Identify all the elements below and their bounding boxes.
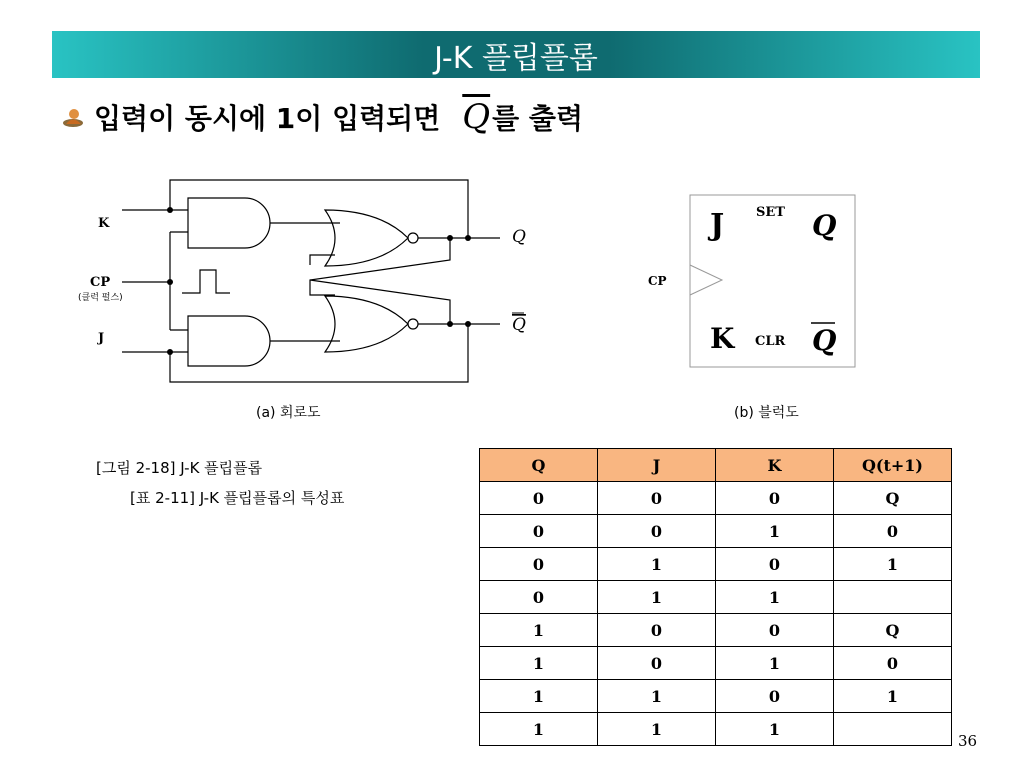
table-cell: [834, 581, 952, 614]
header-k: K: [716, 449, 834, 482]
table-cell: 1: [480, 713, 598, 746]
table-row: [480, 515, 952, 548]
nor-gate-bottom: [325, 296, 408, 352]
table-cell: 1: [716, 713, 834, 746]
table-cell: 1: [716, 515, 834, 548]
truth-table: [479, 448, 952, 746]
table-row: [480, 581, 952, 614]
header-q: Q: [480, 449, 598, 482]
and-gate-bottom: [188, 316, 270, 366]
table-cell: 1: [598, 713, 716, 746]
block-label-qbar: Q: [812, 324, 837, 357]
circuit-label-k: K: [98, 216, 110, 231]
table-caption: [표 2-11] J-K 플립플롭의 특성표: [130, 489, 345, 507]
caption-circuit: (a) 회로도: [256, 405, 321, 421]
block-label-cp: CP: [648, 274, 667, 288]
circuit-label-cp-sub: (클럭 펄스): [78, 293, 123, 303]
and-gate-top: [188, 198, 270, 248]
table-cell: 0: [480, 515, 598, 548]
circuit-label-j: J: [98, 331, 105, 346]
table-cell: 1: [834, 548, 952, 581]
table-cell: 1: [480, 647, 598, 680]
clock-pulse-icon: [182, 270, 230, 293]
table-cell: 0: [598, 515, 716, 548]
person-bullet-icon: [62, 106, 84, 128]
block-label-clr: CLR: [755, 334, 786, 349]
bullet-q-bar: $\overline{Q}$: [462, 97, 491, 137]
table-row: [480, 647, 952, 680]
slide-title: J-K 플립플롭: [434, 40, 598, 76]
table-cell: 0: [716, 482, 834, 515]
table-cell: 0: [598, 647, 716, 680]
caption-block: (b) 블럭도: [734, 405, 799, 421]
block-label-q: Q: [812, 209, 837, 242]
block-label-j: J: [710, 208, 725, 243]
bullet-line: [62, 92, 583, 142]
truth-table-header-row: [480, 449, 952, 482]
figure-caption: [그림 2-18] J-K 플립플롭: [96, 459, 263, 477]
table-row: [480, 482, 952, 515]
feedback-wire-bottom: [170, 325, 468, 382]
table-cell: Q: [834, 614, 952, 647]
table-cell: 1: [834, 680, 952, 713]
cross-wire-2: [310, 280, 450, 324]
table-cell: 0: [480, 548, 598, 581]
table-cell: 1: [480, 680, 598, 713]
table-row: [480, 548, 952, 581]
title-bar: [52, 31, 980, 78]
table-cell: 1: [716, 647, 834, 680]
circuit-label-qbar: Q: [512, 315, 526, 335]
block-label-set: SET: [756, 205, 785, 220]
table-cell: Q: [834, 482, 952, 515]
clock-triangle-icon: [690, 265, 722, 295]
table-cell: 1: [598, 680, 716, 713]
table-cell: [834, 713, 952, 746]
table-cell: 0: [716, 614, 834, 647]
bullet-text: 입력이 동시에 1이 입력되면: [94, 102, 441, 135]
table-cell: 1: [598, 581, 716, 614]
table-cell: 0: [834, 647, 952, 680]
jk-circuit-diagram: [60, 170, 560, 395]
table-cell: 0: [598, 482, 716, 515]
table-cell: 1: [480, 614, 598, 647]
feedback-wire-top: [170, 180, 468, 238]
circuit-label-q: Q: [512, 227, 526, 247]
circuit-label-cp: CP: [90, 275, 111, 290]
table-row: [480, 614, 952, 647]
header-qnext: Q(t+1): [834, 449, 952, 482]
table-cell: 0: [480, 581, 598, 614]
table-row: [480, 680, 952, 713]
table-cell: 0: [716, 548, 834, 581]
table-cell: 0: [716, 680, 834, 713]
block-label-k: K: [710, 322, 735, 355]
nor-bottom-bubble: [408, 319, 418, 329]
table-cell: 0: [598, 614, 716, 647]
table-cell: 0: [834, 515, 952, 548]
table-row: [480, 713, 952, 746]
header-j: J: [598, 449, 716, 482]
table-cell: 0: [480, 482, 598, 515]
page-number: 36: [958, 732, 978, 750]
nor-top-bubble: [408, 233, 418, 243]
bullet-tail: 를 출력: [492, 102, 584, 135]
nor-gate-top: [325, 210, 408, 266]
table-cell: 1: [716, 581, 834, 614]
table-cell: 1: [598, 548, 716, 581]
jk-block-diagram: [640, 190, 860, 375]
